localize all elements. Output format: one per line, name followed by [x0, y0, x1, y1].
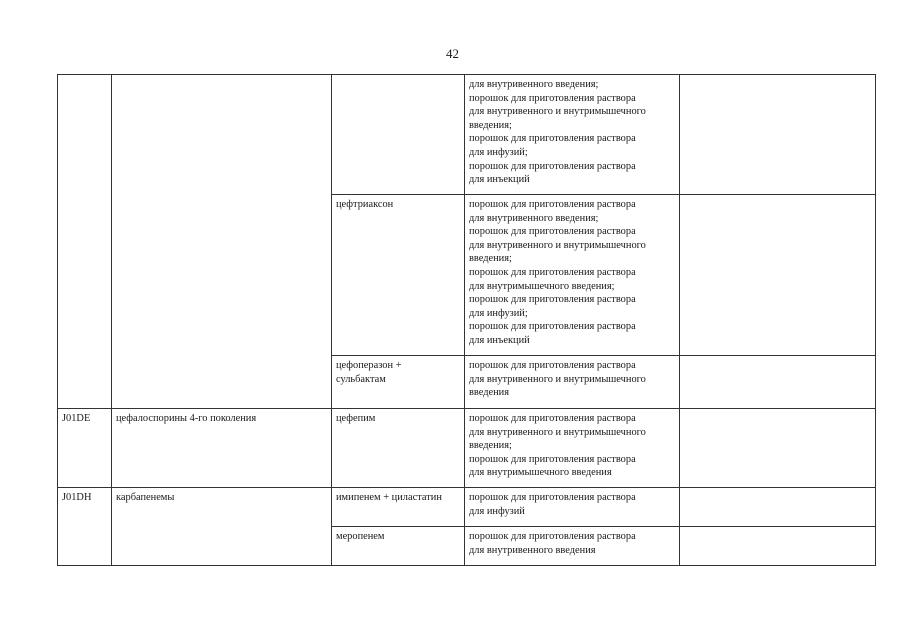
dosage-form-line: порошок для приготовления раствора — [469, 199, 636, 210]
dosage-form-line: порошок для приготовления раствора — [469, 160, 636, 172]
dosage-form-line: для инъекций — [469, 174, 530, 186]
dosage-form-line: для инфузий; — [469, 146, 528, 158]
dosage-form-line: для внутривенного и внутримышечного — [469, 426, 646, 438]
dosage-forms-cell — [465, 409, 680, 488]
dosage-forms-cell — [465, 195, 680, 356]
drug-name-cell — [332, 75, 465, 195]
table-row — [58, 488, 876, 527]
table-row — [58, 409, 876, 488]
drug-name-cell — [332, 356, 465, 409]
dosage-form-line: порошок для приготовления раствора — [469, 92, 636, 104]
dosage-form-line: порошок для приготовления раствора — [469, 294, 636, 306]
dosage-forms-cell — [465, 527, 680, 566]
dosage-form-line: порошок для приготовления раствора — [469, 360, 636, 371]
drug-name-cell: меропенем — [332, 527, 465, 566]
dosage-form-line: для инфузий; — [469, 307, 528, 319]
drug-group-cell: карбапенемы — [112, 488, 332, 566]
dosage-form-line: порошок для приготовления раствора — [469, 266, 636, 278]
dosage-form-line: для внутримышечного введения — [469, 467, 612, 479]
dosage-form-line: введения; — [469, 119, 512, 131]
dosage-form-line: порошок для приготовления раствора — [469, 492, 636, 503]
dosage-form-line: для внутривенного и внутримышечного — [469, 373, 646, 385]
dosage-form-line: для внутривенного введения; — [469, 212, 599, 224]
notes-cell — [680, 75, 876, 195]
dosage-form-line: порошок для приготовления раствора — [469, 321, 636, 333]
dosage-form-line: введения; — [469, 253, 512, 265]
dosage-form-line: порошок для приготовления раствора — [469, 133, 636, 145]
drug-name-cell: цефтриаксон — [332, 195, 465, 356]
drug-name-cell: имипенем + циластатин — [332, 488, 465, 527]
drug-group-cell — [112, 75, 332, 409]
drug-group-cell: цефалоспорины 4-го поколения — [112, 409, 332, 488]
atc-code-cell — [58, 75, 112, 409]
dosage-form-line: для внутривенного введения — [469, 544, 596, 556]
dosage-form-line: для внутривенного и внутримышечного — [469, 239, 646, 251]
dosage-form-line: для внутривенного и внутримышечного — [469, 106, 646, 118]
notes-cell — [680, 356, 876, 409]
drug-table — [57, 74, 876, 566]
dosage-form-line: для инфузий — [469, 505, 525, 517]
page-number: 42 — [446, 46, 459, 61]
drug-name-cell: цефепим — [332, 409, 465, 488]
dosage-form-line: для внутривенного введения; — [469, 79, 599, 90]
dosage-forms-cell — [465, 356, 680, 409]
dosage-form-line: введения — [469, 387, 510, 399]
dosage-form-line: порошок для приготовления раствора — [469, 531, 636, 542]
dosage-form-line: для внутримышечного введения; — [469, 280, 615, 292]
dosage-forms-cell — [465, 488, 680, 527]
dosage-form-line: порошок для приготовления раствора — [469, 413, 636, 424]
drug-name-line: сульбактам — [336, 373, 386, 385]
dosage-form-line: для инъекций — [469, 334, 530, 346]
notes-cell — [680, 488, 876, 527]
notes-cell — [680, 195, 876, 356]
atc-code-cell: J01DH — [58, 488, 112, 566]
dosage-forms-cell — [465, 75, 680, 195]
notes-cell — [680, 527, 876, 566]
dosage-form-line: порошок для приготовления раствора — [469, 226, 636, 238]
dosage-form-line: введения; — [469, 440, 512, 452]
drug-name-line: цефоперазон + — [336, 360, 402, 371]
atc-code-cell: J01DE — [58, 409, 112, 488]
notes-cell — [680, 409, 876, 488]
table-row — [58, 75, 876, 195]
dosage-form-line: порошок для приготовления раствора — [469, 453, 636, 465]
